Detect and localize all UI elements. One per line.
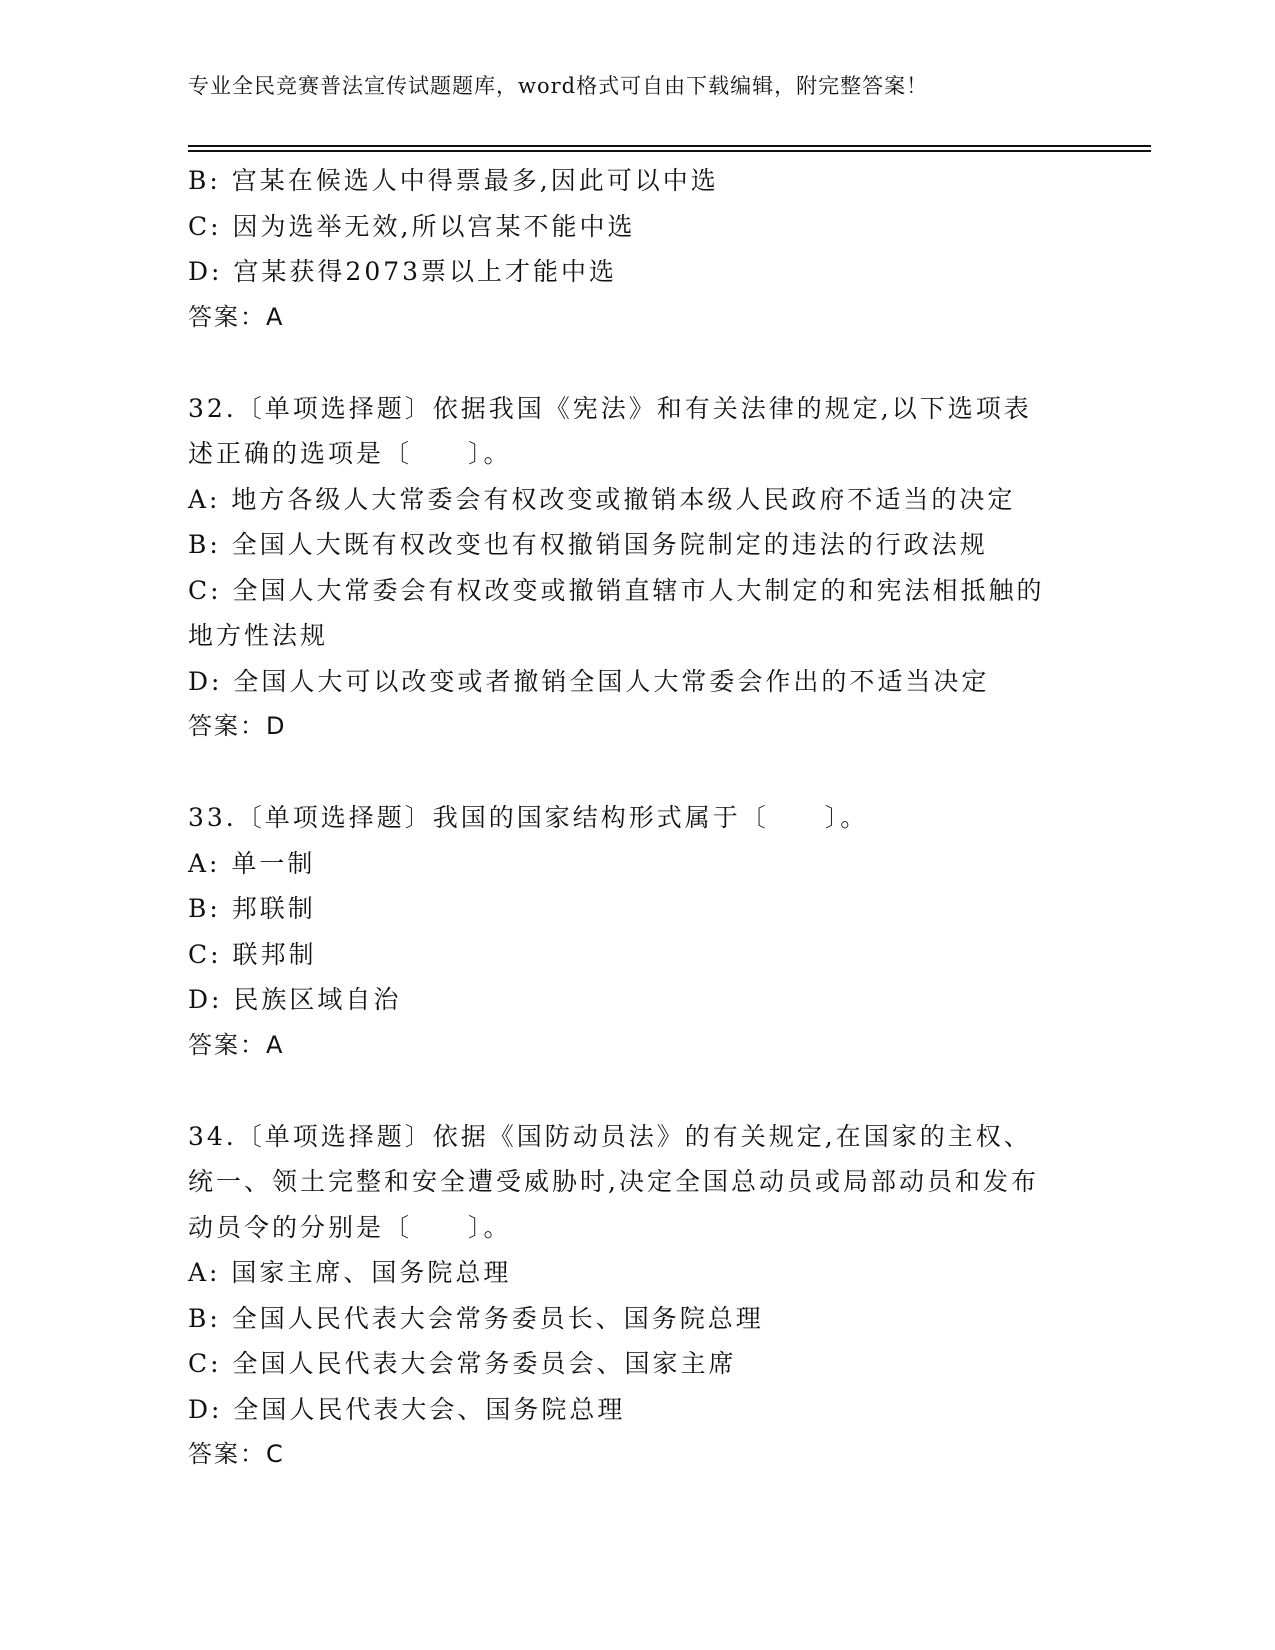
option-c-continued: 地方性法规	[188, 621, 329, 650]
page-header: 专业全民竞赛普法宣传试题题库，word格式可自由下载编辑，附完整答案！	[188, 74, 929, 98]
option-a: A: 单一制	[188, 848, 316, 878]
option-c: C: 全国人民代表大会常务委员会、国家主席	[188, 1349, 737, 1378]
question-text: 述正确的选项是〔 〕。	[188, 439, 512, 468]
option-d: D: 全国人大可以改变或者撤销全国人大常委会作出的不适当决定	[188, 666, 990, 696]
option-b: B: 邦联制	[188, 894, 316, 923]
option-c: C: 全国人大常委会有权改变或撤销直辖市人大制定的和宪法相抵触的	[188, 575, 1045, 605]
option-a: A: 国家主席、国务院总理	[188, 1258, 512, 1287]
question-text: 32.〔单项选择题〕依据我国《宪法》和有关法律的规定,以下选项表	[188, 393, 1032, 423]
header-rule-bottom	[188, 150, 1151, 152]
question-text: 33.〔单项选择题〕我国的国家结构形式属于〔 〕。	[188, 803, 869, 832]
option-d: D: 宫某获得2073票以上才能中选	[188, 257, 618, 286]
option-c: C: 联邦制	[188, 939, 317, 969]
question-text: 34.〔单项选择题〕依据《国防动员法》的有关规定,在国家的主权、	[188, 1121, 1032, 1151]
question-34	[188, 1114, 1088, 1478]
option-c: C: 因为选举无效,所以宫某不能中选	[188, 211, 636, 241]
question-31-continuation	[188, 158, 1088, 340]
spacer	[188, 340, 1088, 386]
question-32	[188, 386, 1088, 750]
header-rule-top	[188, 145, 1151, 147]
spacer	[188, 1068, 1088, 1114]
spacer	[188, 750, 1088, 796]
option-b: B: 全国人民代表大会常务委员长、国务院总理	[188, 1303, 764, 1333]
question-text: 动员令的分别是〔 〕。	[188, 1212, 512, 1242]
question-list	[188, 158, 1088, 1478]
option-d: D: 民族区域自治	[188, 985, 402, 1014]
answer: 答案：A	[188, 1030, 285, 1059]
answer: 答案：C	[188, 1440, 285, 1468]
question-text: 统一、领土完整和安全遭受威胁时,决定全国总动员或局部动员和发布	[188, 1167, 1039, 1196]
option-b: B: 全国人大既有权改变也有权撤销国务院制定的违法的行政法规	[188, 530, 988, 559]
question-33	[188, 795, 1088, 1068]
option-d: D: 全国人民代表大会、国务院总理	[188, 1394, 626, 1424]
answer: 答案：A	[188, 302, 285, 331]
option-a: A: 地方各级人大常委会有权改变或撤销本级人民政府不适当的决定	[188, 484, 1016, 514]
option-b: B: 宫某在候选人中得票最多,因此可以中选	[188, 166, 719, 195]
answer: 答案：D	[188, 712, 287, 740]
